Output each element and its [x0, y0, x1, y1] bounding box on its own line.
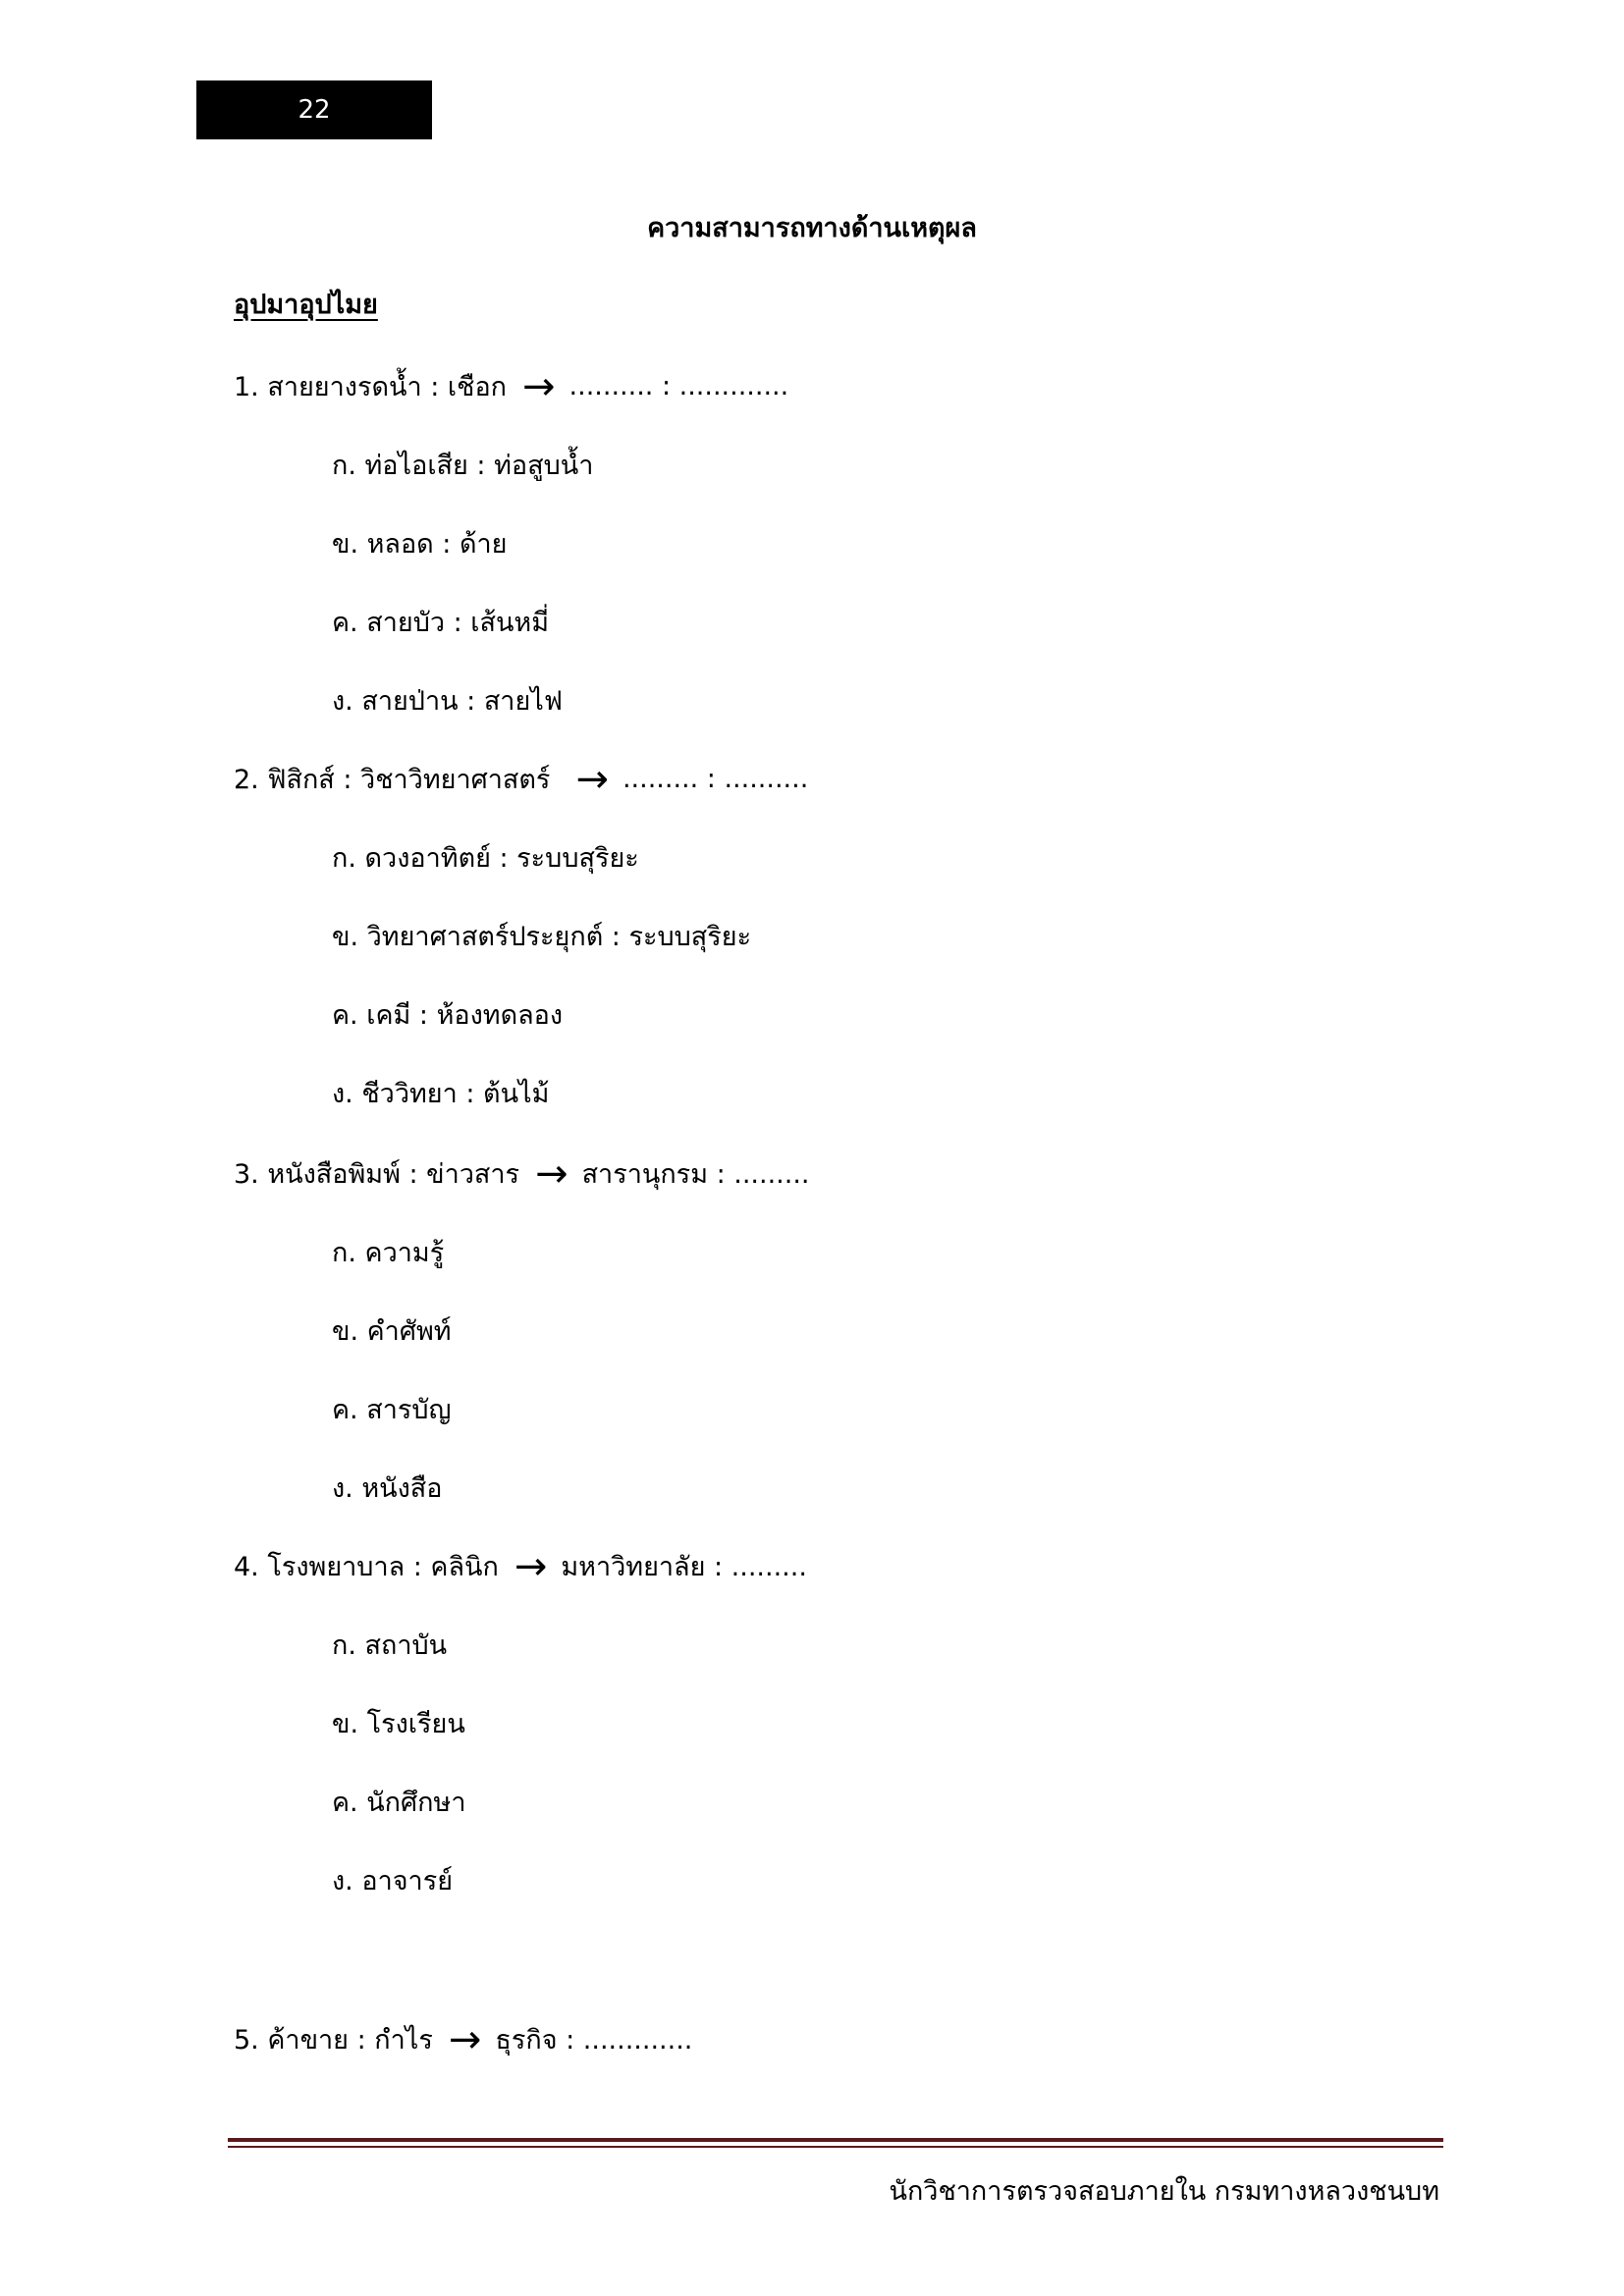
question-3-option-d: ง. หนังสือ	[332, 1473, 443, 1504]
question-stem: 1. สายยางรดน้ำ : เชือก	[234, 372, 508, 402]
question-stem: 5. ค้าขาย : กำไร	[234, 2025, 433, 2056]
page-title: ความสามารถทางด้านเหตุผล	[647, 213, 977, 243]
question-blank: .......... : .............	[568, 371, 789, 401]
question-3	[234, 1152, 810, 1195]
question-stem: 2. ฟิสิกส์ : วิชาวิทยาศาสตร์	[234, 765, 551, 795]
question-stem: 3. หนังสือพิมพ์ : ข่าวสาร	[234, 1159, 520, 1190]
question-blank: มหาวิทยาลัย : .........	[561, 1552, 807, 1582]
arrow-right-icon: →	[535, 1150, 568, 1197]
question-3-option-c: ค. สารบัญ	[332, 1395, 452, 1425]
section-heading: อุปมาอุปไมย	[234, 290, 378, 320]
footer-divider	[228, 2138, 1443, 2148]
arrow-right-icon: →	[522, 363, 556, 409]
question-4-option-d: ง. อาจารย์	[332, 1866, 454, 1896]
question-5	[234, 2018, 692, 2060]
question-4	[234, 1545, 807, 1587]
question-1-option-c: ค. สายบัว : เส้นหมี่	[332, 608, 550, 638]
page-number: 22	[196, 80, 432, 139]
question-1-option-d: ง. สายป่าน : สายไฟ	[332, 686, 563, 717]
arrow-right-icon: →	[514, 1543, 548, 1589]
question-4-option-b: ข. โรงเรียน	[332, 1709, 465, 1739]
arrow-right-icon: →	[448, 2016, 482, 2062]
question-2-option-d: ง. ชีววิทยา : ต้นไม้	[332, 1079, 550, 1109]
question-2	[234, 758, 808, 800]
question-2-option-c: ค. เคมี : ห้องทดลอง	[332, 1000, 564, 1031]
question-3-option-a: ก. ความรู้	[332, 1238, 445, 1268]
question-4-option-c: ค. นักศึกษา	[332, 1788, 466, 1818]
question-1-option-b: ข. หลอด : ด้าย	[332, 529, 508, 560]
question-stem: 4. โรงพยาบาล : คลินิก	[234, 1552, 499, 1582]
question-1	[234, 365, 788, 407]
footer-text: นักวิชาการตรวจสอบภายใน กรมทางหลวงชนบท	[889, 2176, 1439, 2207]
question-3-option-b: ข. คำศัพท์	[332, 1316, 452, 1347]
question-2-option-a: ก. ดวงอาทิตย์ : ระบบสุริยะ	[332, 843, 639, 874]
question-1-option-a: ก. ท่อไอเสีย : ท่อสูบน้ำ	[332, 451, 594, 481]
arrow-right-icon: →	[575, 756, 609, 802]
question-blank: สารานุกรม : .........	[581, 1159, 810, 1190]
question-4-option-a: ก. สถาบัน	[332, 1630, 448, 1661]
question-blank: ธุรกิจ : .............	[495, 2025, 693, 2056]
question-blank: ......... : ..........	[622, 764, 809, 794]
question-2-option-b: ข. วิทยาศาสตร์ประยุกต์ : ระบบสุริยะ	[332, 922, 752, 952]
